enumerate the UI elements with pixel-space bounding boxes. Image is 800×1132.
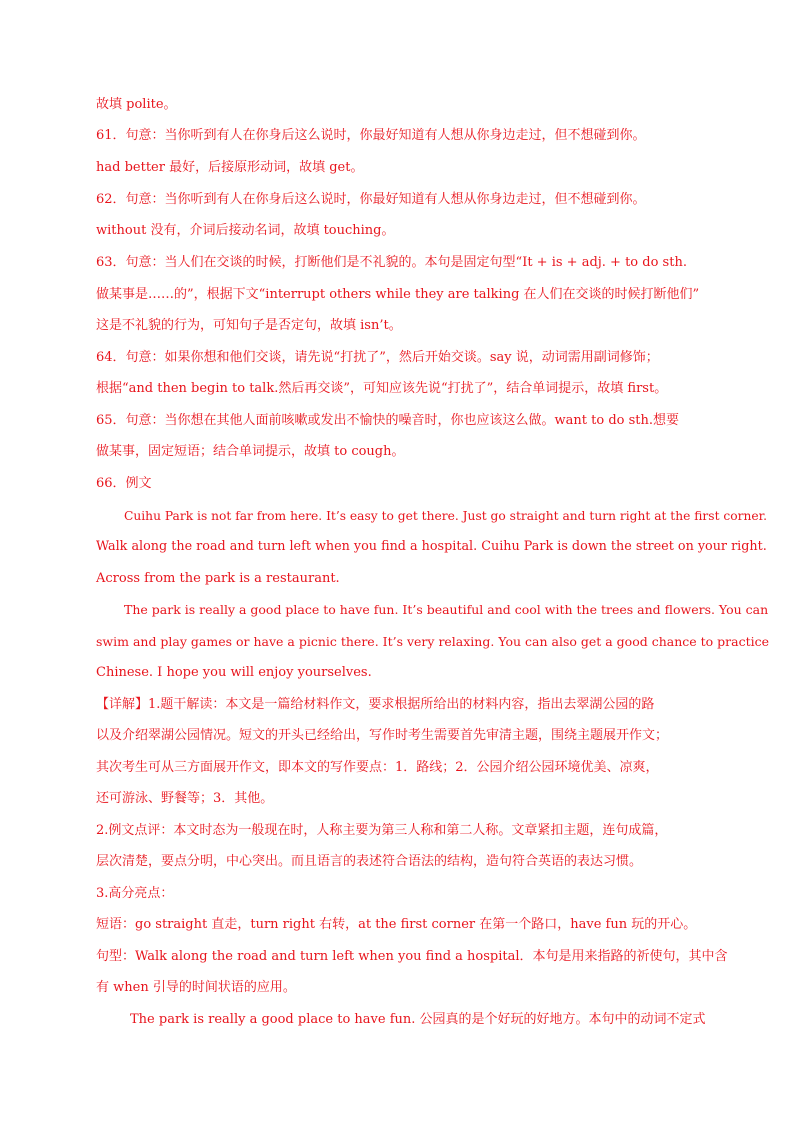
analysis-line-2: 以及介绍翠湖公园情况。短文的开头已经给出，写作时考生需要首先审清主题，围绕主题展开作文； [96, 728, 669, 743]
highlights-infinitive: The park is really a good place to have fun. 公园真的是个好玩的好地方。本句中的动词不定式 [130, 1012, 706, 1027]
analysis-line-3: 其次考生可从三方面展开作文，即本文的写作要点：1．路线；2．公园介绍公园环境优美、凉爽， [96, 760, 659, 775]
highlights-phrases: 短语：go straight 直走，turn right 右转，at the first corner 在第一个路口，have fun 玩的开心。 [96, 917, 697, 932]
answer-65-line-2: 做某事，固定短语；结合单词提示，故填 to cough。 [96, 444, 405, 459]
analysis-line-1: 【详解】1.题干解读：本文是一篇给材料作文，要求根据所给出的材料内容，指出去翠湖公园的路 [96, 697, 655, 712]
answer-62-explanation: without 没有，介词后接动名词，故填 touching。 [96, 223, 395, 238]
answer-62-line: 62．句意：当你听到有人在你身后这么说时，你最好知道有人想从你身边走过，但不想碰到你。 [96, 192, 646, 207]
essay-paragraph-2-line-3: Chinese. I hope you will enjoy yourselves. [96, 665, 372, 680]
answer-66-heading: 66．例文 [96, 476, 152, 491]
answer-61-line: 61．句意：当你听到有人在你身后这么说时，你最好知道有人想从你身边走过，但不想碰到你。 [96, 128, 646, 143]
answer-64-line-2: 根据“and then begin to talk.然后再交谈”，可知应该先说“打扰了”，结合单词提示，故填 first。 [96, 381, 668, 396]
answer-line: 故填 polite。 [96, 97, 177, 112]
essay-paragraph-1-line-1: Cuihu Park is not far from here. It’s easy to get there. Just go straight and turn right at the first corner. [124, 509, 768, 523]
answer-64-line: 64．句意：如果你想和他们交谈，请先说“打扰了”，然后开始交谈。say 说，动词需用副词修饰； [96, 350, 659, 365]
analysis-line-4: 还可游泳、野餐等；3．其他。 [96, 791, 274, 806]
answer-65-line: 65．句意：当你想在其他人面前咳嗽或发出不愉快的噪音时，你也应该这么做。want to do sth.想要 [96, 413, 680, 428]
highlights-sentence: 句型：Walk along the road and turn left when you find a hospital．本句是用来指路的祈使句，其中含 [96, 949, 728, 964]
review-line-2: 层次清楚，要点分明，中心突出。而且语言的表述符合语法的结构，造句符合英语的表达习惯。 [96, 854, 643, 869]
answer-63-line-3: 这是不礼貌的行为，可知句子是否定句，故填 isn’t。 [96, 318, 402, 333]
essay-paragraph-1-line-3: Across from the park is a restaurant. [96, 571, 340, 586]
highlights-sentence-2: 有 when 引导的时间状语的应用。 [96, 980, 296, 995]
answer-63-line-2: 做某事是……的”，根据下文“interrupt others while they are talking 在人们在交谈的时候打断他们” [96, 287, 700, 302]
essay-paragraph-2-line-2: swim and play games or have a picnic there. It’s very relaxing. You can also get a good chance to practice [96, 634, 770, 649]
answer-61-explanation: had better 最好，后接原形动词，故填 get。 [96, 160, 364, 175]
review-line-1: 2.例文点评：本文时态为一般现在时，人称主要为第三人称和第二人称。文章紧扣主题，连句成篇， [96, 823, 668, 838]
highlights-heading: 3.高分亮点： [96, 886, 174, 901]
essay-paragraph-1-line-2: Walk along the road and turn left when you find a hospital. Cuihu Park is down the street on your right. [96, 539, 767, 554]
answer-63-line: 63．句意：当人们在交谈的时候，打断他们是不礼貌的。本句是固定句型“It + is + adj. + to do sth. [96, 255, 687, 270]
essay-paragraph-2-line-1: The park is really a good place to have fun. It’s beautiful and cool with the trees and flowers. You can [124, 602, 769, 617]
